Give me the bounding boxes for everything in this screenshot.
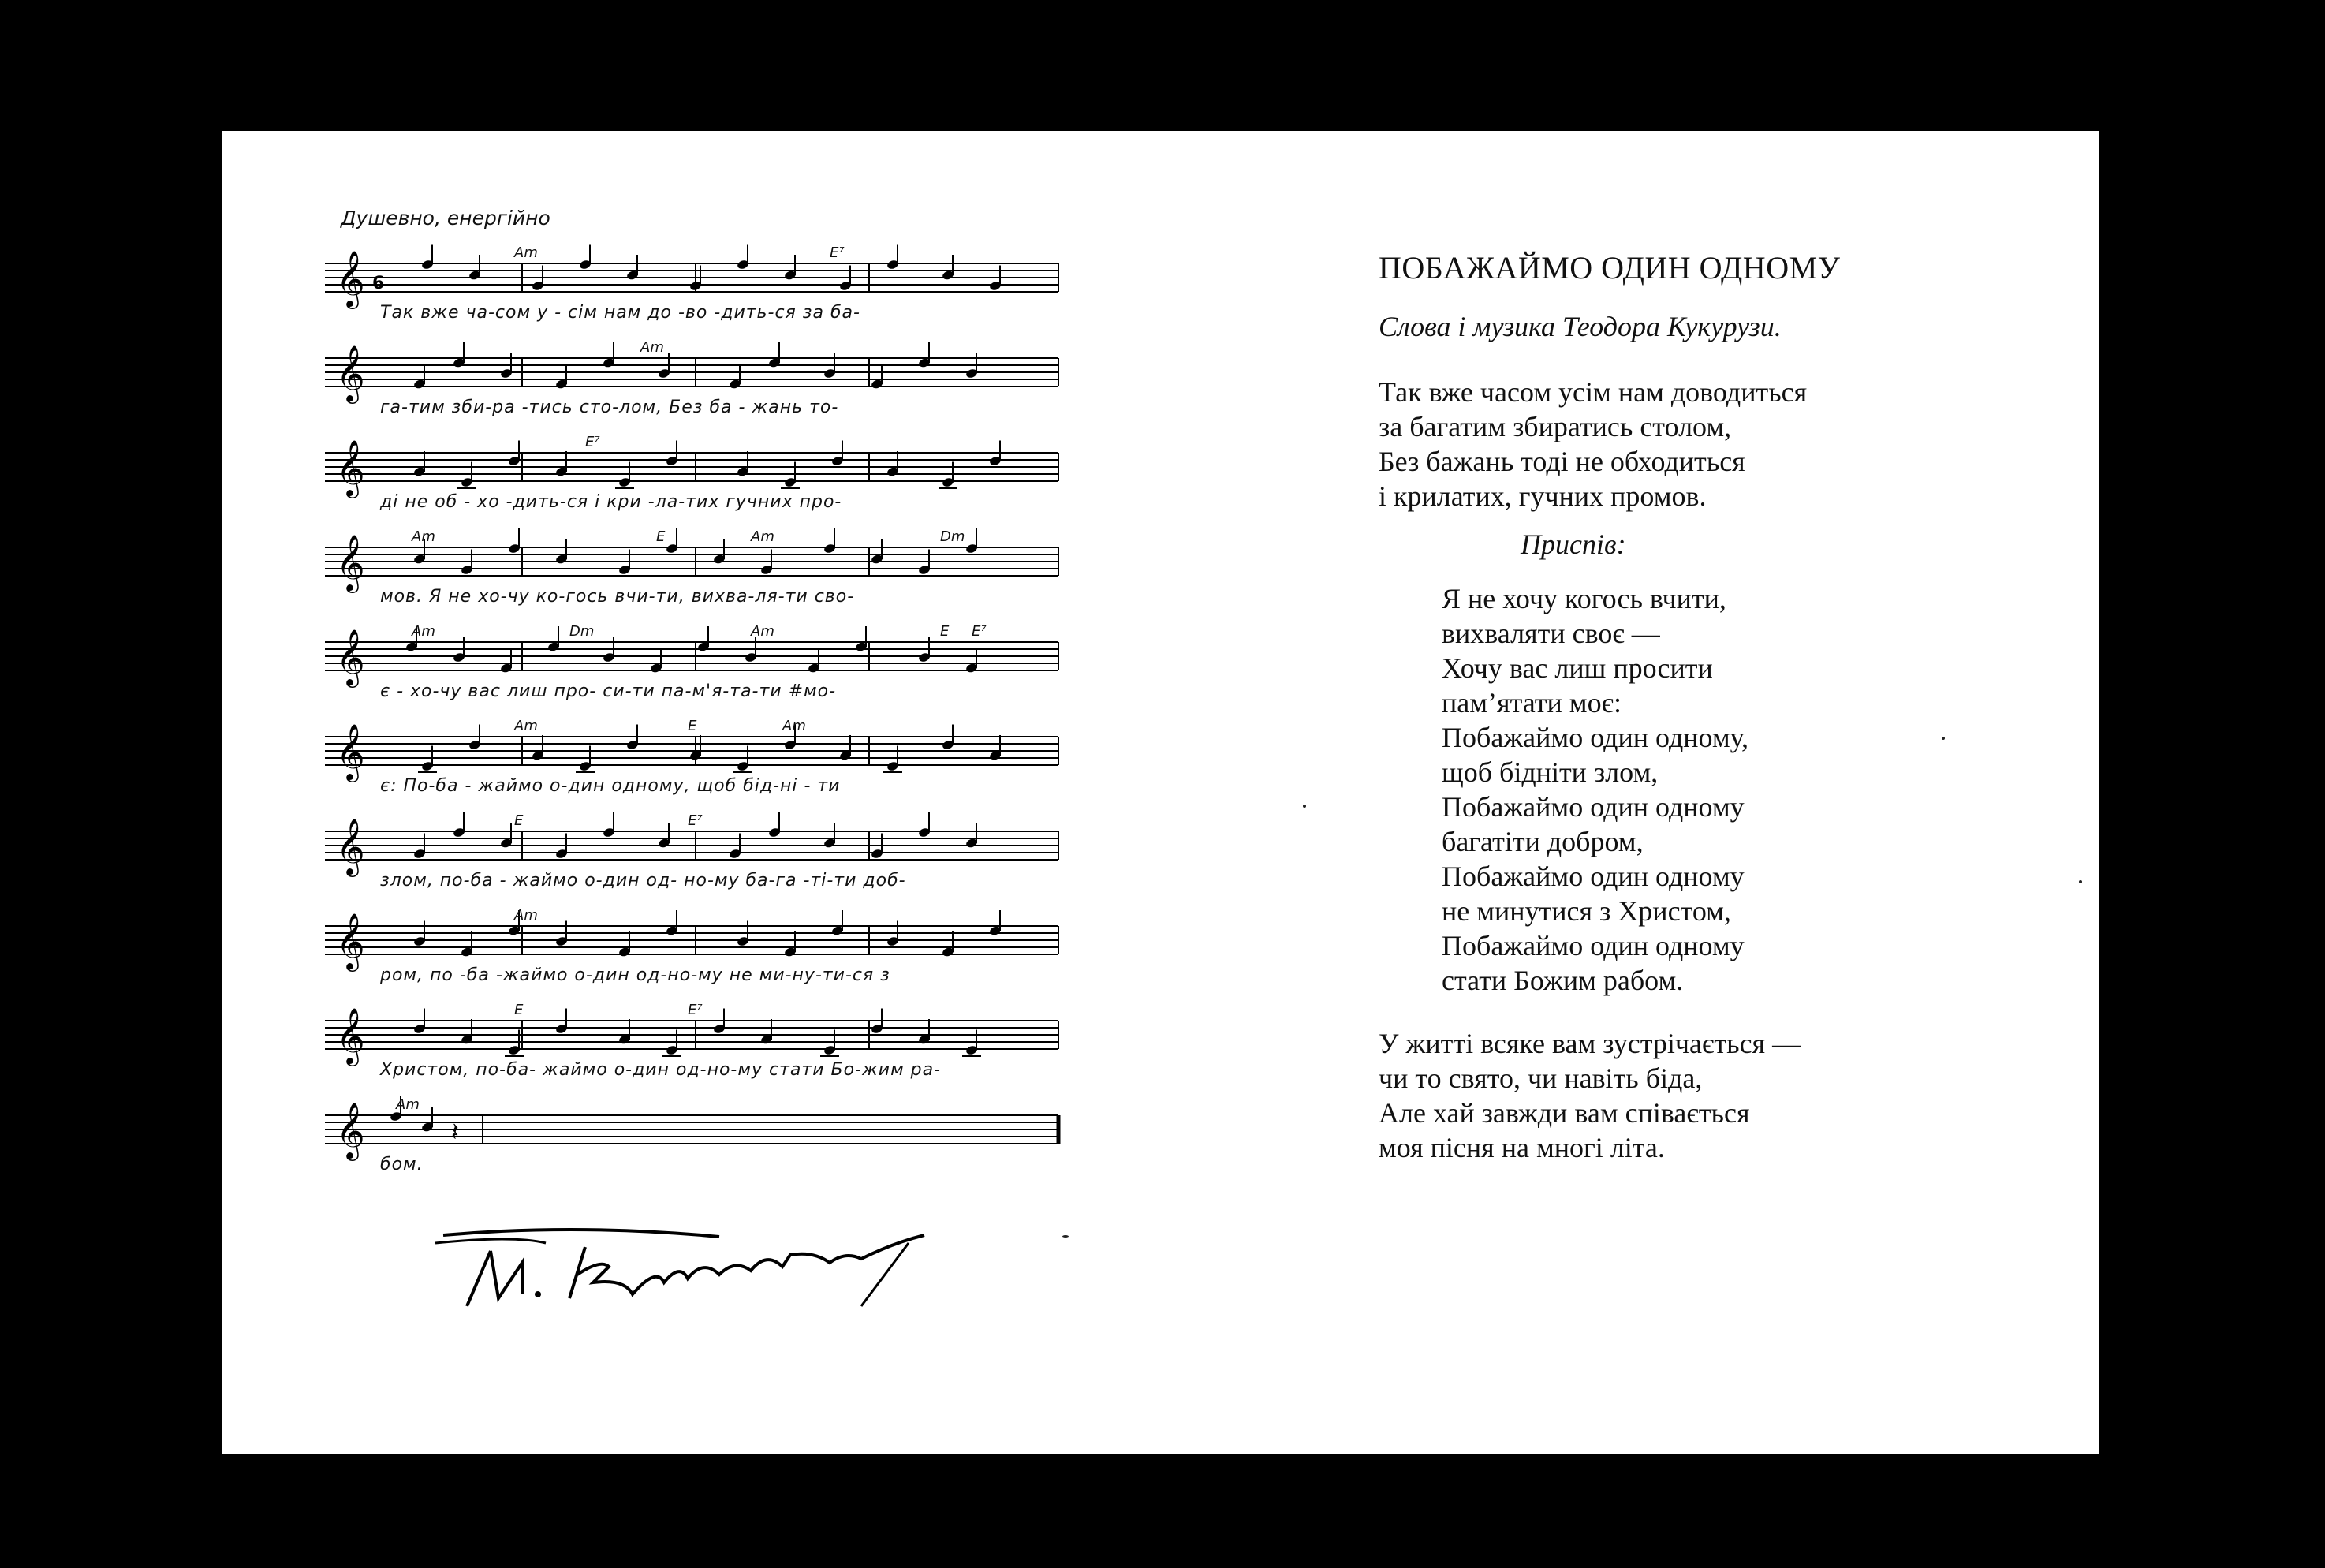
lyric-line: і крилатих, гучних промов.: [1379, 480, 1707, 512]
verse-1: [1379, 375, 2057, 513]
staff: [325, 423, 1082, 494]
chord-symbol: E: [656, 528, 666, 545]
speck: [1303, 805, 1306, 808]
lyric-line: Без бажань тоді не обходиться: [1379, 446, 1745, 477]
staff: [325, 517, 1082, 591]
chord-symbol: Dm: [940, 528, 965, 545]
treble-clef-icon: 𝄞: [336, 344, 365, 401]
chord-symbol: Am: [751, 528, 774, 545]
treble-clef-icon: 𝄞: [336, 1101, 365, 1159]
chord-symbol: E⁷: [688, 812, 703, 829]
staff-system: [325, 1085, 1153, 1180]
staff: [325, 896, 1082, 967]
chord-symbol: E⁷: [688, 1002, 703, 1018]
song-title: ПОБАЖАЙМО ОДИН ОДНОМУ: [1379, 250, 1841, 286]
chord-symbol: E⁷: [830, 245, 845, 261]
lyric-line: стати Божим рабом.: [1442, 965, 1684, 996]
staff: [325, 328, 1082, 399]
underlay-lyric: є: По-ба - жаймо о-дин одному, щоб бід-ні - ти: [380, 776, 841, 796]
speck: [2079, 880, 2082, 883]
chord-symbol: Am: [640, 339, 664, 356]
staff-system: [325, 612, 1153, 707]
chord-symbol: E⁷: [585, 434, 600, 450]
chord-symbol: Am: [412, 623, 435, 640]
treble-clef-icon: 𝄞: [336, 1006, 365, 1064]
staff-system: [325, 801, 1153, 896]
treble-clef-icon: 𝄞: [336, 817, 365, 875]
lyric-line: за багатим збиратись столом,: [1379, 411, 1732, 442]
lyric-line: не минутися з Христом,: [1442, 895, 1731, 927]
song-credit: Слова і музика Теодора Кукурузи.: [1379, 311, 1782, 342]
underlay-lyric: га-тим зби-ра -тись сто-лом, Без ба - жань то-: [380, 398, 839, 417]
treble-clef-icon: 𝄞: [336, 533, 365, 591]
lyric-line: Я не хочу когось вчити,: [1442, 583, 1726, 614]
underlay-lyric: мов. Я не хо-чу ко-гось вчи-ти, вихва-ля-ти сво-: [380, 587, 855, 607]
staff: [325, 707, 1082, 778]
lyric-line: пам’ятати моє:: [1442, 687, 1622, 719]
chord-symbol: E: [940, 623, 950, 640]
staff: [325, 612, 1082, 683]
lyric-line: Побажаймо один одному: [1442, 861, 1745, 892]
treble-clef-icon: 𝄞: [336, 912, 365, 969]
lyric-line: Побажаймо один одному: [1442, 791, 1745, 823]
underlay-lyric: є - хо-чу вас лиш про- си-ти па-м'я-та-ти #мо-: [380, 681, 837, 701]
staff-system: [325, 423, 1153, 517]
treble-clef-icon: 𝄞: [336, 249, 365, 307]
lyric-line: моя пісня на многі літа.: [1379, 1132, 1665, 1163]
chord-symbol: E: [688, 718, 697, 734]
rest-icon: 𝄽: [451, 1117, 459, 1147]
lyric-line: У житті всяке вам зустрічається —: [1379, 1028, 1801, 1059]
chord-symbol: Am: [514, 907, 538, 924]
underlay-lyric: ді не об - хо -дить-ся і кри -ла-тих гучних про-: [380, 492, 842, 512]
tempo-marking: Душевно, енергійно: [341, 207, 550, 230]
chord-symbol: Am: [514, 245, 538, 261]
underlay-lyric: злом, по-ба - жаймо о-дин од- но-му ба-га -ті-ти доб-: [380, 871, 906, 890]
lyric-line: Але хай завжди вам співається: [1379, 1097, 1750, 1129]
staff: [325, 233, 1082, 307]
chord-symbol: E: [514, 812, 524, 829]
chord-symbol: Am: [751, 623, 774, 640]
lyric-line: Хочу вас лиш просити: [1442, 652, 1713, 684]
chord-symbol: Am: [396, 1096, 420, 1113]
composer-signature: [420, 1219, 956, 1314]
chord-symbol: Dm: [569, 623, 595, 640]
lyric-line: чи то свято, чи навіть біда,: [1379, 1062, 1703, 1094]
speck: [1062, 1235, 1069, 1238]
time-signature: 6: [372, 274, 385, 293]
underlay-lyric: бом.: [380, 1155, 424, 1174]
lyric-line: Так вже часом усім нам доводиться: [1379, 376, 1808, 408]
staff-system: [325, 517, 1153, 612]
underlay-lyric: ром, по -ба -жаймо о-дин од-но-му не ми-ну-ти-ся з: [380, 965, 890, 985]
underlay-lyric: Христом, по-ба- жаймо о-дин од-но-му стати Бо-жим ра-: [380, 1060, 942, 1080]
chorus: [1442, 581, 2057, 998]
lyric-line: щоб бідніти злом,: [1442, 756, 1659, 788]
staff: [325, 991, 1082, 1062]
chord-symbol: Am: [782, 718, 806, 734]
lyric-line: Побажаймо один одному,: [1442, 722, 1749, 753]
speck: [1942, 737, 1945, 740]
underlay-lyric: Так вже ча-сом у - сім нам до -во -дить-ся за ба-: [380, 303, 860, 323]
lyric-line: вихваляти своє —: [1442, 618, 1660, 649]
chord-symbol: E: [514, 1002, 524, 1018]
verse-2: [1379, 1026, 2057, 1165]
lyric-line: багатіти добром,: [1442, 826, 1644, 857]
lyric-line: Побажаймо один одному: [1442, 930, 1745, 961]
staff: [325, 801, 1082, 875]
songbook-page: [222, 131, 2099, 1454]
chord-symbol: E⁷: [972, 623, 987, 640]
staff-system: [325, 707, 1153, 801]
staff-system: [325, 328, 1153, 423]
lyrics-column: [1379, 249, 2057, 1165]
treble-clef-icon: 𝄞: [336, 439, 365, 496]
treble-clef-icon: 𝄞: [336, 628, 365, 685]
treble-clef-icon: 𝄞: [336, 722, 365, 780]
chorus-label: Приспів:: [1521, 528, 1626, 560]
staff-system: [325, 991, 1153, 1085]
staff: [325, 1085, 1082, 1159]
staff-system: [325, 896, 1153, 991]
chord-symbol: Am: [412, 528, 435, 545]
staff-system: [325, 233, 1153, 328]
chord-symbol: Am: [514, 718, 538, 734]
